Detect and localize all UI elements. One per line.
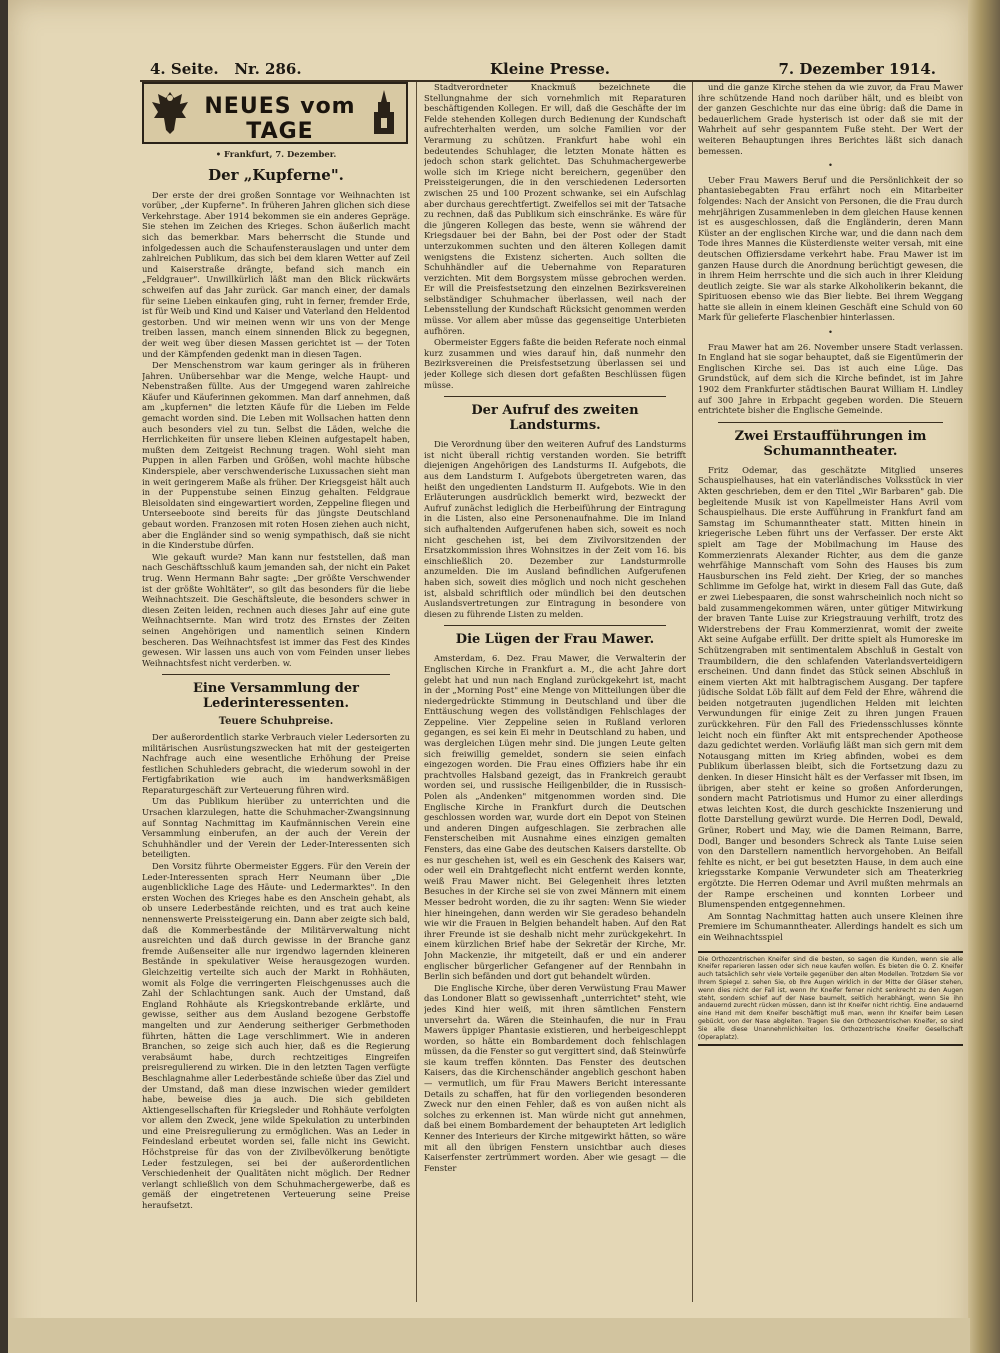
- section-rule: [444, 625, 666, 626]
- article-paragraph: Amsterdam, 6. Dez. Frau Mawer, die Verwalterin der Englischen Kirche in Frankfurt a. M., die acht Jahre dort gelebt hat und nun nach England zurückgekehrt ist, macht in der „Morning Post" eine Menge von Mitteilungen über die niedergedrückte Stimmung in Deutschland und über die Enttäuschung wegen des vollständigen Fehlschlages der Zeppeline. Vier Zeppeline seien in Rußland verloren gegangen, es sei kein Ei mehr in Deutschland zu haben, und was dergleichen Lügen mehr sind. Die jungen Leute gelten sich freiwillig gemeldet, sondern sie seien einfach eingezogen worden. Die Frau eines Offiziers habe ihr ein prachtvolles Halsband gezeigt, das in Frankreich geraubt worden sei, und russische Heiligenbilder, die in Russisch-Polen als „Andenken" mitgenommen worden sind. Die Englische Kirche in Frankfurt durch die Deutschen geschlossen worden war, wurde dort ein Depot von Steinen und anderen Dingen aufgeschlagen. Sie zerbrachen alle Fensterscheiben mit Ausnahme eines einzigen gemalten Fensters, das eine Gabe des deutschen Kaisers darstellte. Ob es nur geschehen ist, weil es ein Geschenk des Kaisers war, oder weil ein Drahtgeflecht nicht entfernt werden konnte, weiß Frau Mawer nicht. Bei Gelegenheit ihres letzten Besuches in der Kirche sei sie von zwei Männern mit einem Messer bedroht worden, die zu ihr sagten: Wenn Sie wieder hier hineingehen, dann werden wir Sie geradeso behandeln wie wir die Frauen in Belgien behandelt haben. Auf den Rat ihrer Freunde ist sie deshalb nicht mehr zurückgekehrt. In einem kürzlichen Brief habe der Sekretär der Kirche, Mr. John Mackenzie, ihr mitgeteilt, daß er und ein anderer englischer bürgerlicher Gefangener auf der Rennbahn in Berlin sich befänden und dort gut behandelt würden.: [424, 653, 686, 982]
- column-2: [424, 82, 686, 1302]
- article-paragraph: und die ganze Kirche stehen da wie zuvor, da Frau Mawer ihre schützende Hand noch darüber hält, und es bleibt von der ganzen Geschichte nur das eine übrig: daß die Dame in bedauerlichem Grade hysterisch ist oder daß sie mit der Wahrheit auf sehr gespanntem Fuße steht. Der Wert der weiteren Behauptungen ihres Berichtes läßt sich danach bemessen.: [698, 82, 963, 156]
- article-paragraph: Die Verordnung über den weiteren Aufruf des Landsturms ist nicht überall richtig verstanden worden. Sie betrifft diejenigen Angehörigen des Landsturms II. Aufgebots, die aus dem Landsturm I. Aufgebots übergetreten waren, das heißt den ungedienten Landsturm II. Aufgebots. Wie in den Erläuterungen ausdrücklich bemerkt wird, bezweckt der Aufruf zunächst lediglich die Herbeiführung der Eintragung in die Listen, also eine Personenaufnahme. Die im Inland sich aufhaltenden Aufgerufenen haben sich, soweit es noch nicht geschehen ist, bei dem Zivilvorsitzenden der Ersatzkommission ihres Wohnsitzes in der Zeit vom 16. bis einschließlich 20. Dezember zur Landsturmrolle anzumelden. Die im Ausland befindlichen Aufgerufenen haben sich, soweit dies möglich und noch nicht geschehen ist, alsbald schriftlich oder mündlich bei den deutschen Auslandsvertretungen zur Eintragung in besondere von diesen zu führende Listen zu melden.: [424, 439, 686, 619]
- article-paragraph: Der Menschenstrom war kaum geringer als in früheren Jahren. Unübersehbar war die Menge, welche Haupt- und Nebenstraßen füllte. Aus der Umgegend waren zahlreiche Käufer und Käuferinnen gekommen. Man darf annehmen, daß am „kupfernen" die letzten Käufe für die Lieben im Felde gemacht worden sind. Die Leben mit Wollsachen hatten denn auch besonders viel zu tun. Selbst die Läden, welche die Herrlichkeiten für unsere lieben Kleinen aufgestapelt haben, mußten dem Zeitgeist Rechnung tragen. Wohl sieht man Puppen in allen Farben und Größen, wohl machte hübsche Kinderspiele, aber verschwenderische Luxussachen sieht man in weit geringerem Maße als früher. Der Kriegsgeist hält auch in der Puppenstube seinen Einzug gehalten. Feldgraue Bleisoldaten sind eingewartiert worden, Zeppeline fliegen und Unterseeboote sind bereits für das jüngste Deutschland gebaut worden. Franzosen mit roten Hosen ziehen auch nicht, aber die Engländer sind so wenig sympathisch, daß sie nicht in die Kinderstube dürfen.: [142, 360, 410, 551]
- article-paragraph: Um das Publikum hierüber zu unterrichten und die Ursachen klarzulegen, hatte die Schuhmacher-Zwangsinnung auf Sonntag Nachmittag im Kaufmännischen Verein eine Versammlung einberufen, an der auch der Verein der Schuhhändler und der Verein der Leder-Interessenten sich beteiligten.: [142, 796, 410, 860]
- column-divider-2: [692, 82, 693, 1302]
- headline-lederinteressenten: Eine Versammlung der Lederinteressenten.: [192, 681, 360, 712]
- page-number: [150, 60, 302, 78]
- article-paragraph: Die Englische Kirche, über deren Verwüstung Frau Mawer das Londoner Blatt so gewissenhaft „unterrichtet" steht, wie jedes Kind hier weiß, mit ihren sämtlichen Fenstern unversehrt da. Wären die Steinhaufen, die nur in Frau Mawers üppiger Phantasie existieren, und herbeigeschleppt worden, so hätte ein Bombardement doch fehlschlagen müssen, da die Fenster so gut vergittert sind, daß Steinwürfe sie kaum treffen könnten. Das Fenster des deutschen Kaisers, das die Kirchenschänder angeblich geschont haben — vermutlich, um für Frau Mawers Bericht interessante Details zu schaffen, hat für den vorliegenden besonderen Zweck nur den einen Fehler, daß es von außen nicht als solches zu erkennen ist. Man würde nicht gut annehmen, daß bei einem Bombardement der behaupteten Art lediglich Kenner des Interieurs der Kirche mitgewirkt hätten, so wäre mit all den übrigen Fenstern unsichtbar auch dieses Kaiserfenster zertrümmert worden. Aber wie gesagt — die Fenster: [424, 982, 686, 1173]
- article-paragraph: Obermeister Eggers faßte die beiden Referate noch einmal kurz zusammen und wies darauf hin, daß nunmehr den Bezirksvereinen die Preisfestsetzung überlassen sei und jeder Kollege sich diesen dort gefaßten Beschlüssen fügen müsse.: [424, 337, 686, 390]
- advertisement-kneifer: Die Orthozentrischen Kneifer sind die besten, so sagen die Kunden, wenn sie alle Kneifer reparieren lassen oder sich neue kaufen wollen. Es bieten die O. Z. Kneifer auch tatsächlich sehr viele Vorteile gegenüber den alten Modellen. Trotzdem Sie vor Ihrem Spiegel z. sehen Sie, ob Ihre Augen wirklich in der Mitte der Gläser stehen, wenn dies nicht der Fall ist, wenn Ihr Kneifer ferner nicht senkrecht zu den Augen steht, sondern schief auf der Nase baumelt, seitlich herabhängt, wenn Sie ihn andauernd zurecht rücken müssen, dann ist Ihr Kneifer nicht richtig. Eine andauernd eine Hand mit dem Kneifer beschäftigt muß man, wenn Ihr Kneifer beim Lesen gebückt, von der Nase abgleiten. Tragen Sie den Orthozentrischen Kneifer, so sind Sie alle diese Unannehmlichkeiten los. Orthozentrische Kneifer Gesellschaft (Operaplatz).: [698, 951, 963, 1047]
- article-paragraph: Wie gekauft wurde? Man kann nur feststellen, daß man nach Geschäftsschluß kaum jemanden sah, der nicht ein Paket trug. Wenn Hermann Bahr sagte: „Der größte Verschwender ist der größte Wohltäter", so gilt das besonders für die liebe Weihnachtszeit. Die Geschäftsleute, die besonders schwer in diesen Zeiten leiden, rechnen auch dieses Jahr auf eine gute Weihnachtsernte. Man wird trotz des Ernstes der Zeiten seinen Angehörigen und namentlich seinen Kindern bescheren. Das Weihnachtsfest ist immer das Fest des Kindes gewesen. Wir lassen uns auch von vom Feinden unser liebes Weihnachtsfest nicht verderben. w.: [142, 551, 410, 668]
- issue-date: 7. Dezember 1914.: [778, 60, 936, 78]
- page-edge-right: [968, 0, 1000, 1353]
- article-paragraph: Der außerordentlich starke Verbrauch vieler Ledersorten zu militärischen Ausrüstungszwecken hat mit der gesteigerten Nachfrage auch eine wesentliche Erhöhung der Preise festlichen Schuhleders gebracht, die wiederum sowohl in der Fertigfabrikation wie auch im handwerksmäßigen Reparaturgeschäft zur Verteuerung führen wird.: [142, 731, 410, 795]
- section-rule: [718, 422, 943, 423]
- article-paragraph: Am Sonntag Nachmittag hatten auch unsere Kleinen ihre Premiere im Schumanntheater. Allerdings handelt es sich um ein Weihnachtsspiel: [698, 910, 963, 942]
- article-paragraph: Der erste der drei großen Sonntage vor Weihnachten ist vorüber, „der Kupferne". In früheren Jahren glichen sich diese Verkehrstage. Aber 1914 bekommen sie ein anderes Gepräge. Sie stehen im Zeichen des Krieges. Schon äußerlich macht sich das bemerkbar. Mars beherrscht die Stunde und infolgedessen auch die Schaufensterauslagen und unter dem zahlreichen Publikum, das sich bei dem klaren Wetter auf Zeil und Kaiserstraße drängte, befand sich manch ein „Feldgrauer". Unwillkürlich läßt man den Blick rückwärts schweifen auf das Jahr zurück. Gar manch einer, der damals für seine Lieben einkaufen ging, ruht in ferner, fremder Erde, ist für Weib und Kind und Kaiser und Vaterland den Heldentod gestorben. Und wir meinen wenn wir uns von der Menge treiben lassen, manch einem sinnenden Blick zu begegnen, der weit weg über diesen Massen gerichtet ist — der Toten und der Kämpfenden gedenkt man in diesen Tagen.: [142, 189, 410, 359]
- issue-number: Nr. 286.: [234, 60, 302, 78]
- column-1: [142, 145, 410, 1295]
- column-3: [698, 82, 963, 1302]
- section-rule: [162, 674, 390, 675]
- column-divider-1: [416, 82, 417, 1302]
- article-paragraph: Frau Mawer hat am 26. November unsere Stadt verlassen. In England hat sie sogar behauptet, daß sie Eigentümerin der Englischen Kirche sei. Das ist auch eine Lüge. Das Grundstück, auf dem sich die Kirche befindet, ist im Jahre 1902 dem Frankfurter städtischen Baurat William H. Lindley auf 300 Jahre in Erbpacht gegeben worden. Die Steuern entrichtete bisher die Englische Gemeinde.: [698, 341, 963, 416]
- section-masthead: [142, 82, 408, 144]
- headline-landsturm: Der Aufruf des zweiten Landsturms.: [471, 403, 639, 434]
- page-label: 4. Seite.: [150, 60, 219, 78]
- cathedral-tower-icon: [368, 88, 400, 136]
- section-title: NEUES vom TAGE: [204, 94, 356, 144]
- section-rule: [444, 396, 666, 397]
- headline-frau-mawer: Die Lügen der Frau Mawer.: [455, 632, 655, 648]
- article-paragraph: Fritz Odemar, das geschätzte Mitglied unseres Schauspielhauses, hat ein vaterländisches Volksstück in vier Akten geschrieben, dem er den Titel „Wir Barbaren" gab. Die begleitende Musik ist von Kapellmeister Hans Avril vom Schauspielhaus. Die erste Aufführung in Frankfurt fand am Samstag im Schumanntheater statt. Mitten hinein in kriegerische Leben führt uns der Verfasser. Der erste Akt spielt am Tage der Mobilmachung im Hause des Kommerzienrats Alexander Richter, aus dem die ganze wehrfähige Mannschaft vom Sohn des Hauses bis zum Hausburschen ins Feld zieht. Der Krieg, der so manches Schlimme im Gefolge hat, wirkt in diesem Fall das Gute, daß er zwei Liebespaaren, die sonst wahrscheinlich noch nicht so bald zusammengekommen wären, unter gütiger Mitwirkung der braven Tante Luise zur Kriegstrauung verhilft, trotz des Widerstrebens der Frau Kommerzienrat, womit der zweite Akt seine Aufgabe erfüllt. Der dritte spielt als Humoreske im Schützengraben mit sentimentalem Abschluß in Gestalt von Traumbildern, die den schlafenden Vaterlandsverteidigern erscheinen. Und dann findet das Stück seinen Abschluß in einem vierten Akt mit halbtragischem Ausgang. Der tapfere jüdische Soldat Löb fällt auf dem Feld der Ehre, während die beiden notgetrauten jugendlichen Helden mit leichten Verwundungen für einige Zeit zu ihren jungen Frauen zurückkehren. Für den Fall des Friedensschlusses könnte leicht noch ein fünfter Akt mit entsprechender Apotheose dazu gedichtet werden. Vorläufig läßt man sich gern mit dem Notausgang mitten im Krieg abfinden, wobei es dem Publikum überlassen bleibt, sich die Fortsetzung dazu zu denken. In dieser Hinsicht hält es der Verfasser mit Ibsen, im übrigen, aber steht er keine so großen Anforderungen, sondern macht Patriotismus und Humor zu einer allerdings etwas leichten Kost, die durch geschickte Inszenierung und flotte Darstellung gewürzt wurde. Die Herren Dodl, Dewald, Grüner, Robert und May, wie die Damen Reimann, Barre, Dodl, Banger und besonders Schreck als Tante Luise seien von den Darstellern namentlich hervorgehoben. An Beifall fehlte es nicht, er bei gut besetzten Hause, in dem auch eine kriegsstarke Kompanie Verwundeter sich am Theaterkrieg ergötzte. Die Herren Odemar und Avril mußten mehrmals an der Rampe erscheinen und konnten Lorbeer und Blumenspenden entgegennehmen.: [698, 464, 963, 910]
- headline-schumanntheater: Zwei Erstaufführungen im Schumanntheater.: [734, 428, 927, 459]
- paper-name: Kleine Presse.: [489, 60, 611, 78]
- headline-kupferne: Der „Kupferne".: [208, 165, 344, 184]
- page-header: [150, 60, 936, 80]
- eagle-emblem-icon: [148, 88, 192, 136]
- article-paragraph: Stadtverordneter Knackmuß bezeichnete die Stellungnahme der sich vornehmlich mit Reparaturen beschäftigenden Kollegen. Er will, daß die Geschäfte der im Felde stehenden Kollegen durch Bedienung der Kundschaft aufrechterhalten werden, um solche Familien vor der Verarmung zu schützen. Frankfurt habe wohl ein bedeutendes Schuhlager, die letzten Monate hätten es jedoch schon stark gelichtet. Das Schuhmachergewerbe wolle sich im Kriege nicht bereichern, gegenüber den Preissteigerungen, die in den verschiedenen Ledersorten zwischen 25 und 100 Prozent schwanke, sei ein Aufschlag aber durchaus gerechtfertigt. Zweifellos sei mit der Tatsache zu rechnen, daß das Publikum sich einschränke. Es wäre für die jüngeren Kollegen das beste, wenn sie während der Kriegsdauer bei der Bahn, bei der Post oder der Stadt unterzukommen suchten und den älteren Kollegen damit wenigstens die Existenz sicherten. Auch sollten die Schuhhändler auf die Uebernahme von Reparaturen verzichten. Mit dem Borgsystem müsse gebrochen werden. Er will die Preisfestsetzung den einzelnen Bezirksvereinen selbständiger Schuhmacher überlassen, weil nach der Lebensstellung der Kundschaft Rücksicht genommen werden müsse. Vor allem aber müsse das gegenseitige Unterbieten aufhören.: [424, 82, 686, 336]
- article-paragraph: Ueber Frau Mawers Beruf und die Persönlichkeit der so phantasiebegabten Frau erfährt noch ein Mitarbeiter folgendes: Nach der Ansicht von Personen, die die Frau durch mehrjährigen Zusammenleben in dem gleichen Hause kennen ist es ausgeschlossen, daß die Engländerin, deren Mann Küster an der englischen Kirche war, und die dann nach dem Tode ihres Mannes die Küsterdienste weiter versah, mit eine deutschen Offiziersdame verkehrt habe. Frau Mawer ist im ganzen Hause durch die Anordnung berüchtigt gewesen, die in ihrem Heim herrschte und die sich auch in ihrer Kleidung deutlich zeigte. Sie war als starke Alkoholikerin bekannt, die Spirituosen ebenso wie das Bier liebte. Bei ihrem Weggang hatte sie allein in einem kleinen Geschäft eine Schuld von 60 Mark für gelieferte Flaschenbier hinterlassen.: [698, 174, 963, 323]
- separator-mark: •: [828, 327, 833, 338]
- page-bottom-edge: [8, 1318, 970, 1353]
- subheadline: Teuere Schuhpreise.: [218, 716, 334, 728]
- dateline: • Frankfurt, 7. Dezember.: [215, 149, 337, 159]
- separator-mark: •: [828, 160, 833, 171]
- article-paragraph: Den Vorsitz führte Obermeister Eggers. Für den Verein der Leder-Interessenten sprach Herr Neumann über „Die augenblickliche Lage des Häute- und Ledermarktes". In den ersten Wochen des Krieges habe es den Anschein gehabt, als ob unsere Lederbestände reichten, und es trat auch keine nennenswerte Preissteigerung ein. Dann aber zeigte sich bald, daß die Kommerbestände der Militärverwaltung nicht ausreichten und daß durch gewisse in der Branche ganz fremde Außenseiter alle nur irgendwo lagernden kleineren Bestände in spekulativer Weise herausgezogen wurden. Gleichzeitig verteilte sich auch der Markt in Rohhäuten, womit als Folge die verringerten Fleischgenusses auch die Zahl der Schlachtungen sank. Auch der Umstand, daß England Rohhäute als Kriegskontrebande erklärte, und gewisse, seither aus dem Ausland bezogene Gerbstoffe mangelten und zur Aenderung seitheriger Gerbmethoden führten, hätten die Lage verschlimmert. Wie in anderen Branchen, so zeige sich auch hier, daß es die Regierung verabsäumt habe, durch rechtzeitiges Eingreifen preisregulierend zu wirken. Die in den letzten Tagen verfügte Beschlagnahme aller Lederbestände schieße über das Ziel und der Umstand, daß man diese inzwischen wieder gemildert habe, beweise dies ja auch. Die sich gebildeten Aktiengesellschaften für Kriegsleder und Rohhäute verfolgten vor allem den Zweck, jene wilde Spekulation zu unterbinden und eine Preisregulierung zu ermöglichen. Was an Leder in Feindesland erbeutet worden sei, falle nicht ins Gewicht. Höchstpreise für das von der Zivilbevölkerung benötigte Leder festzulegen, sei bei der außerordentlichen Verschiedenheit der Qualitäten nicht möglich. Der Redner verlangt schließlich von dem Schuhmachergewerbe, daß es gemäß der eingetretenen Verteuerung seine Preise heraufsetzt.: [142, 861, 410, 1211]
- scan-edge-left: [0, 0, 8, 1353]
